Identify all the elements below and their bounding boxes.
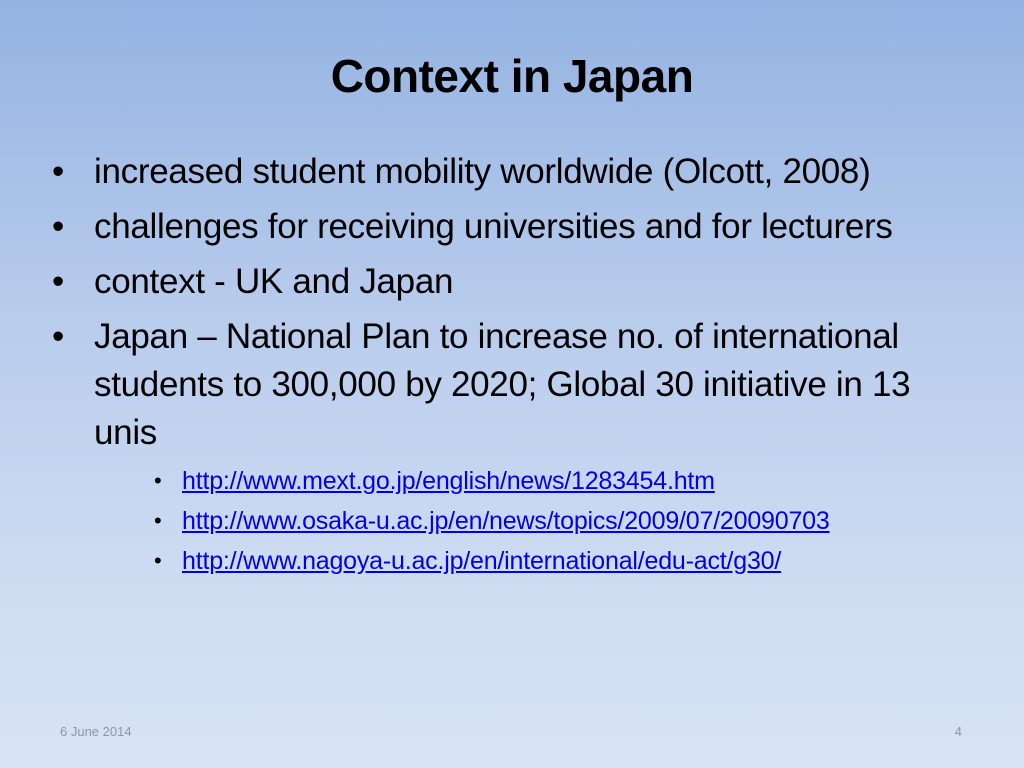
sub-bullet-icon: • bbox=[154, 508, 162, 533]
bullet-icon: • bbox=[52, 207, 64, 246]
bullet-text: challenges for receiving universities and for lecturers bbox=[94, 207, 893, 246]
bullet-icon: • bbox=[52, 317, 64, 356]
slide-title: Context in Japan bbox=[330, 50, 694, 102]
bullet-item bbox=[52, 313, 972, 457]
link-list bbox=[52, 464, 972, 578]
bullet-item bbox=[52, 258, 972, 306]
sub-bullet-icon: • bbox=[154, 468, 162, 493]
bullet-text: context - UK and Japan bbox=[94, 262, 454, 301]
bullet-item bbox=[52, 148, 972, 196]
nagoya-link[interactable]: http://www.nagoya-u.ac.jp/en/international/edu-act/g30/ bbox=[182, 547, 782, 575]
bullet-icon: • bbox=[52, 152, 64, 191]
page-number: 4 bbox=[954, 724, 962, 739]
link-item bbox=[52, 504, 972, 538]
link-item bbox=[52, 464, 972, 498]
sub-bullet-icon: • bbox=[154, 548, 162, 573]
slide-body bbox=[52, 148, 972, 584]
bullet-item bbox=[52, 203, 972, 251]
bullet-icon: • bbox=[52, 262, 64, 301]
mext-link[interactable]: http://www.mext.go.jp/english/news/1283454.htm bbox=[182, 467, 715, 495]
link-item bbox=[52, 544, 972, 578]
osaka-link[interactable]: http://www.osaka-u.ac.jp/en/news/topics/2009/07/20090703 bbox=[182, 507, 830, 535]
bullet-text: Japan – National Plan to increase no. of international students to 300,000 by 2020; Global 30 initiative in 13 unis bbox=[94, 317, 911, 452]
bullet-text: increased student mobility worldwide (Olcott, 2008) bbox=[94, 152, 871, 191]
footer-date: 6 June 2014 bbox=[60, 724, 132, 739]
